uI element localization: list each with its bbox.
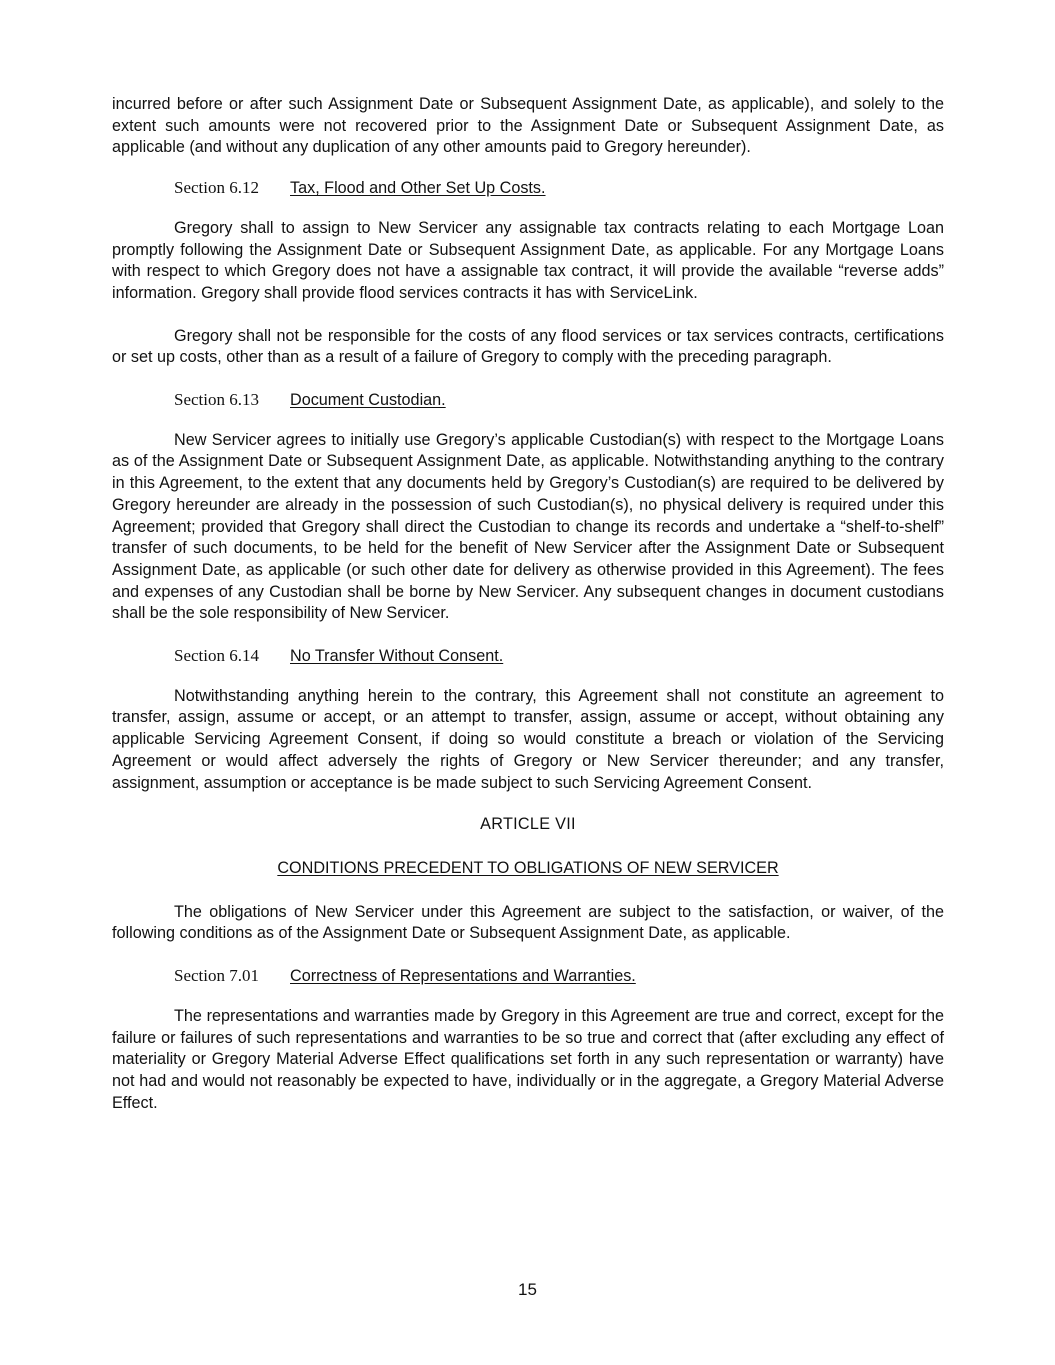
- article-subtitle: CONDITIONS PRECEDENT TO OBLIGATIONS OF NEW SERVICER: [277, 858, 779, 877]
- section-7-01-number: Section 7.01: [174, 966, 259, 986]
- section-6-13-paragraph-1: New Servicer agrees to initially use Gregory’s applicable Custodian(s) with respect to the Mortgage Loans as of the Assignment Date or Subsequent Assignment Date, as applicable. Notwithstanding anything to the contrary in this Agreement, to the extent that any documents held by Gregory’s Custodian(s) are required to be delivered by Gregory hereunder are already in the possession of such Custodian(s), no physical delivery is required under this Agreement; provided that Gregory shall direct the Custodian to change its records and undertake a “shelf-to-shelf” transfer of such documents, to be held for the benefit of New Servicer after the Assignment Date or Subsequent Assignment Date, as applicable (or such other date for delivery as otherwise provided in this Agreement). The fees and expenses of any Custodian shall be borne by New Servicer. Any subsequent changes in document custodians shall be the sole responsibility of New Servicer.: [112, 430, 944, 623]
- section-6-14-heading: [112, 645, 944, 668]
- section-6-12-title: Tax, Flood and Other Set Up Costs.: [290, 179, 546, 198]
- section-6-13-title: Document Custodian.: [290, 391, 446, 410]
- section-6-14-number: Section 6.14: [174, 646, 259, 666]
- section-6-12-heading: [112, 177, 944, 200]
- section-7-01-paragraph-1: The representations and warranties made by Gregory in this Agreement are true and correct, except for the failure or failures of such representations and warranties to be so true and correct that (after excluding any effect of materiality or Gregory Material Adverse Effect qualifications set forth in any such representation or warranty) have not had and would not reasonably be expected to have, individually or in the aggregate, a Gregory Material Adverse Effect.: [112, 1006, 944, 1112]
- section-6-12-paragraph-2: Gregory shall not be responsible for the costs of any flood services or tax services contracts, certifications or set up costs, other than as a result of a failure of Gregory to comply with the preceding paragraph.: [112, 326, 944, 367]
- section-6-14-title: No Transfer Without Consent.: [290, 647, 504, 666]
- article-title: ARTICLE VII: [480, 815, 576, 834]
- document-page: [112, 94, 944, 1114]
- section-7-01-heading: [112, 965, 944, 988]
- article-7-intro-paragraph: The obligations of New Servicer under this Agreement are subject to the satisfaction, or waiver, of the following conditions as of the Assignment Date or Subsequent Assignment Date, as applicable.: [112, 902, 944, 943]
- continuation-paragraph: incurred before or after such Assignment Date or Subsequent Assignment Date, as applicable), and solely to the extent such amounts were not recovered prior to the Assignment Date or Subsequent Assignment Date, as applicable (and without any duplication of any other amounts paid to Gregory hereunder).: [112, 95, 944, 157]
- section-6-14-paragraph-1: Notwithstanding anything herein to the contrary, this Agreement shall not constitute an agreement to transfer, assign, assume or accept, or an attempt to transfer, assign, assume or accept, without obtaining any applicable Servicing Agreement Consent, if doing so would constitute a breach or violation of the Servicing Agreement or would affect adversely the rights of Gregory or New Servicer thereunder; and any transfer, assignment, assumption or acceptance is be made subject to such Servicing Agreement Consent.: [112, 686, 944, 792]
- section-6-13-heading: [112, 389, 944, 412]
- section-6-12-paragraph-1: Gregory shall to assign to New Servicer any assignable tax contracts relating to each Mortgage Loan promptly following the Assignment Date or Subsequent Assignment Date, as applicable. For any Mortgage Loans with respect to which Gregory does not have a assignable tax contract, it will provide the available “reverse adds” information. Gregory shall provide flood services contracts it has with ServiceLink.: [112, 218, 944, 302]
- section-6-13-number: Section 6.13: [174, 390, 259, 410]
- page-number: 15: [518, 1280, 537, 1299]
- section-6-12-number: Section 6.12: [174, 178, 259, 198]
- section-7-01-title: Correctness of Representations and Warranties.: [290, 967, 636, 986]
